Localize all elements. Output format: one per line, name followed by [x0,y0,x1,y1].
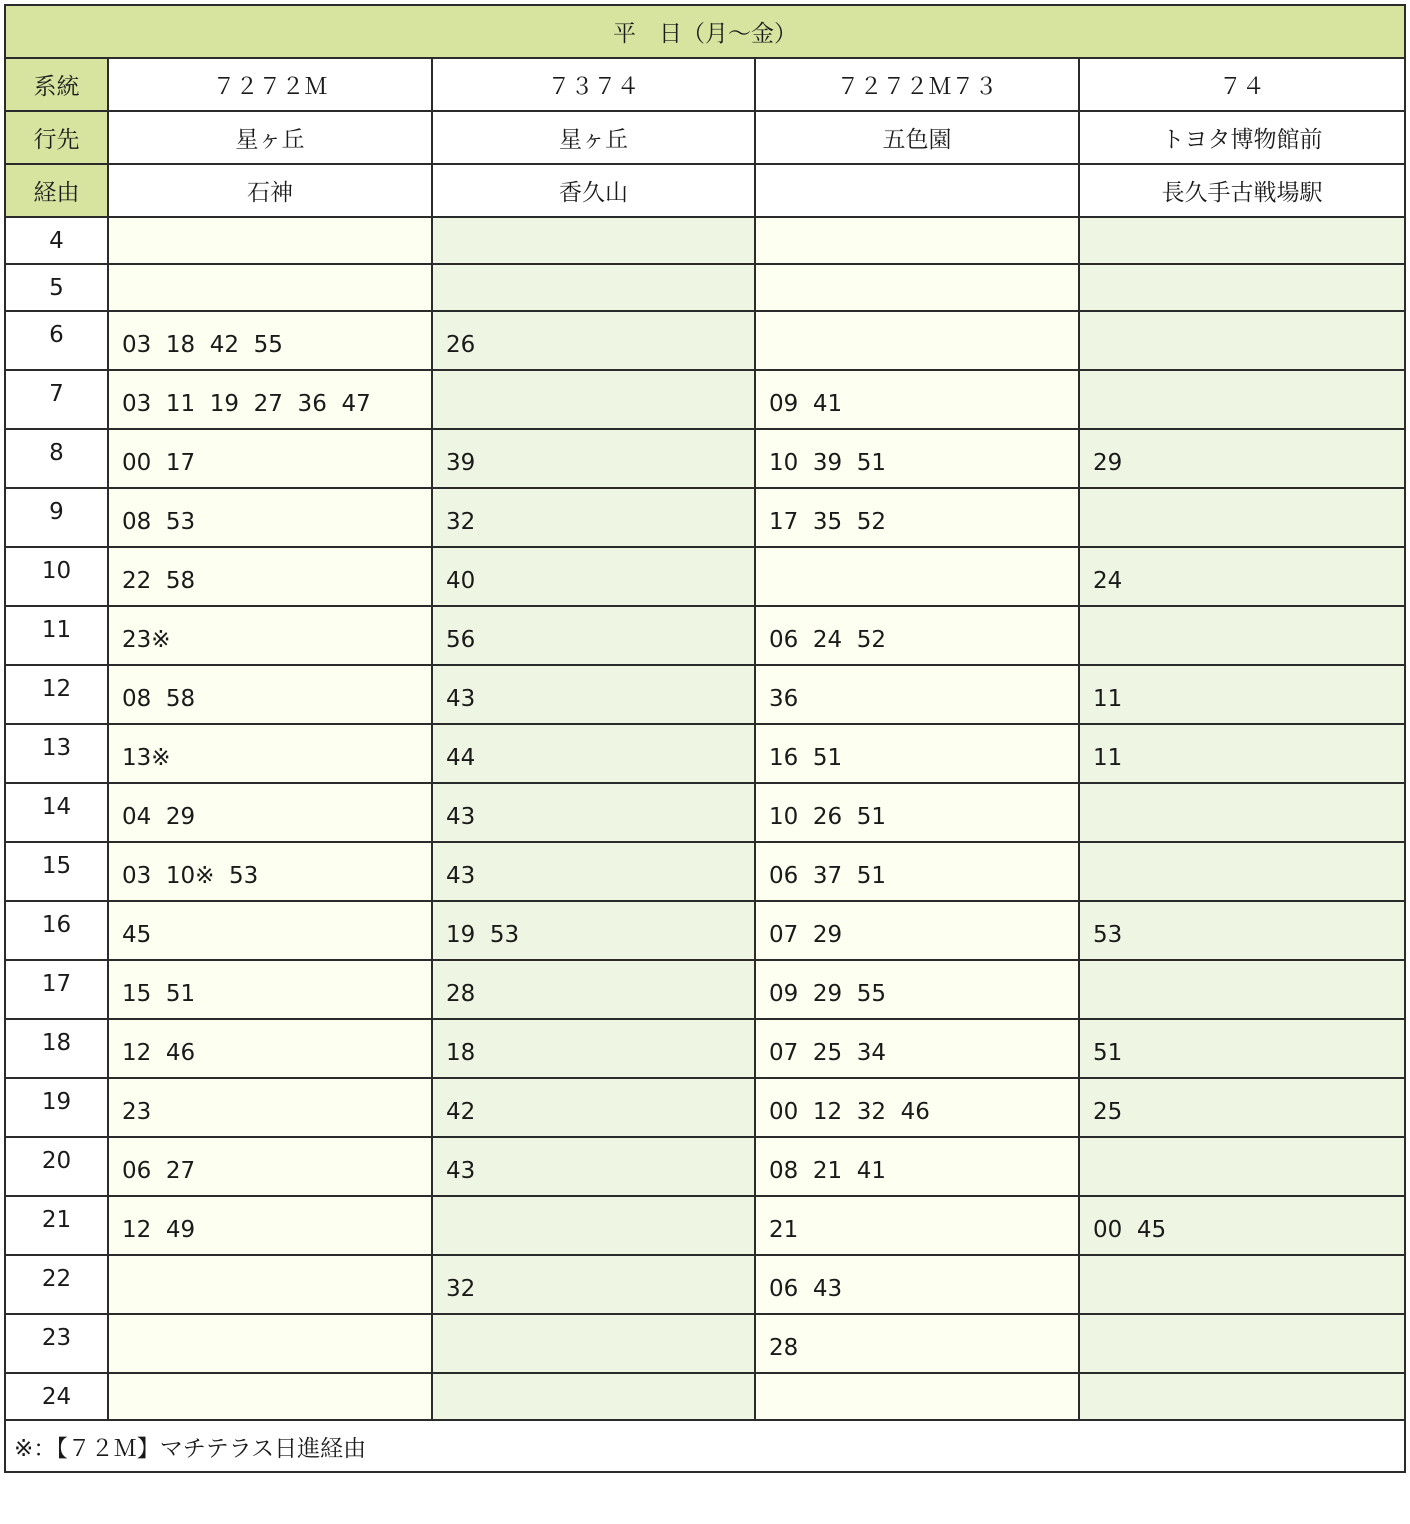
hour-cell: 20 [5,1137,108,1196]
time-cell [1079,842,1405,901]
via-col-4: 長久手古戦場駅 [1079,164,1405,217]
route-row [5,58,1405,111]
destination-col-3: 五色園 [755,111,1079,164]
time-cell [432,264,755,311]
table-row [5,488,1405,547]
table-row [5,1314,1405,1373]
time-cell: 03 10※ 53 [108,842,432,901]
hour-cell: 14 [5,783,108,842]
hour-cell: 18 [5,1019,108,1078]
time-cell [1079,370,1405,429]
time-cell [432,370,755,429]
time-cell [432,1196,755,1255]
table-row [5,842,1405,901]
time-cell [432,217,755,264]
time-cell [755,547,1079,606]
time-cell: 06 27 [108,1137,432,1196]
table-row [5,311,1405,370]
time-cell [1079,1314,1405,1373]
table-row [5,1078,1405,1137]
hour-cell: 12 [5,665,108,724]
table-row [5,217,1405,264]
destination-col-1: 星ヶ丘 [108,111,432,164]
time-cell [1079,488,1405,547]
time-cell: 32 [432,488,755,547]
destination-label: 行先 [5,111,108,164]
destination-col-4: トヨタ博物館前 [1079,111,1405,164]
table-row [5,1196,1405,1255]
time-cell: 32 [432,1255,755,1314]
hour-cell: 7 [5,370,108,429]
time-cell [1079,264,1405,311]
via-col-2: 香久山 [432,164,755,217]
time-cell: 36 [755,665,1079,724]
time-cell: 22 58 [108,547,432,606]
time-cell: 09 41 [755,370,1079,429]
time-cell: 42 [432,1078,755,1137]
hour-cell: 5 [5,264,108,311]
time-cell [755,1373,1079,1420]
hour-cell: 24 [5,1373,108,1420]
time-cell: 07 29 [755,901,1079,960]
table-row [5,1373,1405,1420]
time-cell: 04 29 [108,783,432,842]
hour-cell: 8 [5,429,108,488]
time-cell: 28 [432,960,755,1019]
time-cell [1079,311,1405,370]
table-row [5,783,1405,842]
time-cell: 08 53 [108,488,432,547]
time-cell [1079,217,1405,264]
time-cell: 15 51 [108,960,432,1019]
schedule-title: 平 日（月～金） [5,5,1405,58]
time-cell: 11 [1079,724,1405,783]
time-cell: 18 [432,1019,755,1078]
route-col-2: ７３７４ [432,58,755,111]
time-cell [108,1373,432,1420]
hour-cell: 13 [5,724,108,783]
hour-cell: 16 [5,901,108,960]
time-cell [1079,960,1405,1019]
footnote-row [5,1420,1405,1472]
time-cell: 08 58 [108,665,432,724]
time-cell: 24 [1079,547,1405,606]
hour-cell: 17 [5,960,108,1019]
table-row [5,1137,1405,1196]
table-row [5,264,1405,311]
table-row [5,429,1405,488]
table-row [5,1255,1405,1314]
time-cell: 25 [1079,1078,1405,1137]
hour-cell: 19 [5,1078,108,1137]
time-cell: 43 [432,842,755,901]
time-cell: 00 45 [1079,1196,1405,1255]
via-col-1: 石神 [108,164,432,217]
time-cell: 00 17 [108,429,432,488]
time-cell [108,217,432,264]
time-cell: 07 25 34 [755,1019,1079,1078]
route-col-4: ７４ [1079,58,1405,111]
time-cell: 00 12 32 46 [755,1078,1079,1137]
table-row [5,606,1405,665]
time-cell [432,1314,755,1373]
hour-cell: 11 [5,606,108,665]
time-cell: 56 [432,606,755,665]
via-label: 経由 [5,164,108,217]
table-row [5,960,1405,1019]
timetable [4,4,1406,1473]
time-cell: 10 26 51 [755,783,1079,842]
hour-cell: 10 [5,547,108,606]
time-cell: 03 11 19 27 36 47 [108,370,432,429]
time-cell: 23※ [108,606,432,665]
time-cell: 06 43 [755,1255,1079,1314]
time-cell: 51 [1079,1019,1405,1078]
via-col-3 [755,164,1079,217]
time-cell [1079,1137,1405,1196]
time-cell: 17 35 52 [755,488,1079,547]
time-cell: 28 [755,1314,1079,1373]
time-cell: 43 [432,1137,755,1196]
destination-col-2: 星ヶ丘 [432,111,755,164]
destination-row [5,111,1405,164]
time-cell [1079,606,1405,665]
time-cell [108,264,432,311]
time-cell: 13※ [108,724,432,783]
time-cell [432,1373,755,1420]
time-cell [755,264,1079,311]
time-cell: 12 49 [108,1196,432,1255]
hour-cell: 4 [5,217,108,264]
title-row [5,5,1405,58]
time-cell: 09 29 55 [755,960,1079,1019]
time-cell: 11 [1079,665,1405,724]
time-cell: 19 53 [432,901,755,960]
hour-cell: 23 [5,1314,108,1373]
time-cell [755,311,1079,370]
table-row [5,665,1405,724]
time-cell [108,1255,432,1314]
time-cell: 06 24 52 [755,606,1079,665]
hour-cell: 15 [5,842,108,901]
time-cell: 45 [108,901,432,960]
time-cell: 53 [1079,901,1405,960]
table-row [5,1019,1405,1078]
time-cell [1079,783,1405,842]
time-cell: 40 [432,547,755,606]
route-col-1: ７２７２Ｍ [108,58,432,111]
time-cell: 06 37 51 [755,842,1079,901]
time-cell: 43 [432,783,755,842]
hour-cell: 21 [5,1196,108,1255]
table-row [5,370,1405,429]
route-label: 系統 [5,58,108,111]
time-cell: 12 46 [108,1019,432,1078]
table-row [5,724,1405,783]
via-row [5,164,1405,217]
time-cell [1079,1373,1405,1420]
time-cell: 39 [432,429,755,488]
time-cell: 10 39 51 [755,429,1079,488]
time-cell: 03 18 42 55 [108,311,432,370]
table-row [5,547,1405,606]
footnote: ※：【７２Ｍ】マチテラス日進経由 [5,1420,1405,1472]
time-cell [108,1314,432,1373]
time-cell: 08 21 41 [755,1137,1079,1196]
time-cell: 21 [755,1196,1079,1255]
time-cell: 29 [1079,429,1405,488]
time-cell: 43 [432,665,755,724]
hour-cell: 6 [5,311,108,370]
time-cell [1079,1255,1405,1314]
time-cell: 16 51 [755,724,1079,783]
time-cell: 23 [108,1078,432,1137]
table-row [5,901,1405,960]
route-col-3: ７２７２Ｍ７３ [755,58,1079,111]
hour-cell: 22 [5,1255,108,1314]
hour-cell: 9 [5,488,108,547]
time-cell: 26 [432,311,755,370]
time-cell [755,217,1079,264]
time-cell: 44 [432,724,755,783]
